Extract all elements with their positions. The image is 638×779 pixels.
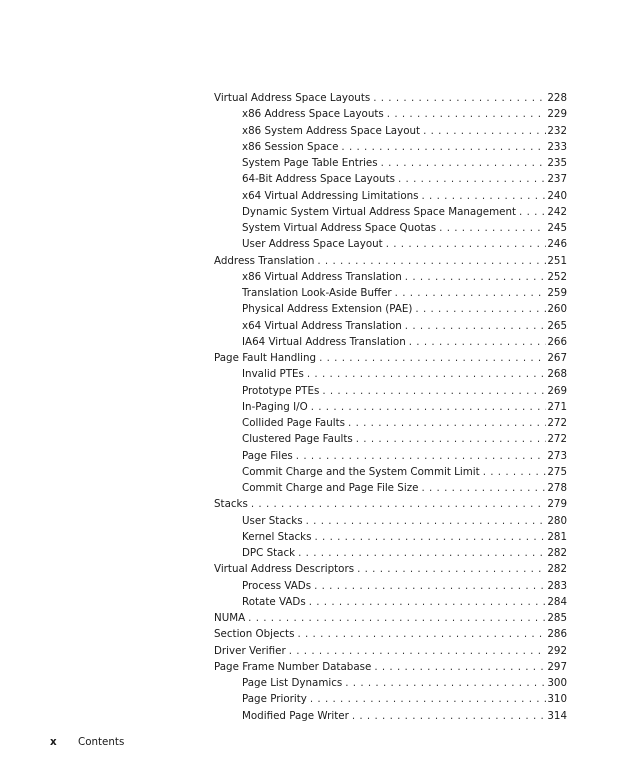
toc-entry-page-number: 272 bbox=[547, 433, 567, 446]
toc-dot-leader bbox=[348, 415, 546, 431]
toc-subsection-entry bbox=[214, 383, 567, 399]
toc-entry-title: Clustered Page Faults bbox=[242, 433, 353, 446]
toc-dot-leader bbox=[422, 188, 547, 204]
toc-section-entry bbox=[214, 610, 567, 626]
toc-entry-title: x86 Virtual Address Translation bbox=[242, 270, 402, 283]
toc-dot-leader bbox=[296, 448, 547, 464]
toc-subsection-entry bbox=[214, 366, 567, 382]
toc-entry-title: Page Frame Number Database bbox=[214, 660, 372, 673]
toc-section-entry bbox=[214, 350, 567, 366]
toc-subsection-entry bbox=[214, 513, 567, 529]
toc-dot-leader bbox=[251, 496, 546, 512]
toc-entry-title: In-Paging I/O bbox=[242, 400, 308, 413]
page-footer bbox=[50, 736, 124, 748]
toc-dot-leader bbox=[405, 318, 547, 334]
toc-subsection-entry bbox=[214, 318, 567, 334]
toc-entry-title: Commit Charge and Page File Size bbox=[242, 482, 419, 494]
toc-dot-leader bbox=[248, 610, 546, 626]
toc-entry-title: Physical Address Extension (PAE) bbox=[242, 303, 413, 316]
toc-entry-page-number: 240 bbox=[547, 189, 567, 202]
toc-entry-title: Commit Charge and the System Commit Limit bbox=[242, 465, 480, 478]
toc-entry-title: NUMA bbox=[214, 612, 246, 624]
toc-subsection-entry bbox=[214, 480, 567, 496]
toc-subsection-entry bbox=[214, 415, 567, 431]
toc-entry-page-number: 273 bbox=[547, 449, 567, 462]
toc-dot-leader bbox=[409, 334, 547, 350]
toc-section-entry bbox=[214, 496, 567, 512]
toc-subsection-entry bbox=[214, 269, 567, 285]
toc-entry-title: Collided Page Faults bbox=[242, 417, 346, 429]
toc-subsection-entry bbox=[214, 691, 567, 707]
toc-section-entry bbox=[214, 90, 567, 106]
toc-dot-leader bbox=[381, 155, 547, 171]
toc-dot-leader bbox=[374, 659, 546, 675]
toc-entry-title: x86 System Address Space Layout bbox=[242, 124, 421, 137]
toc-dot-leader bbox=[317, 253, 546, 269]
toc-subsection-entry bbox=[214, 578, 567, 594]
toc-entry-page-number: 232 bbox=[547, 124, 567, 137]
toc-dot-leader bbox=[309, 594, 547, 610]
toc-entry-page-number: 245 bbox=[547, 222, 567, 234]
toc-dot-leader bbox=[319, 350, 546, 366]
toc-entry-title: Invalid PTEs bbox=[242, 368, 304, 381]
toc-entry-title: System Virtual Address Space Quotas bbox=[242, 222, 437, 234]
toc-section-entry bbox=[214, 626, 567, 642]
toc-dot-leader bbox=[298, 545, 546, 561]
toc-entry-title: Driver Verifier bbox=[214, 644, 286, 657]
toc-entry-title: Section Objects bbox=[214, 628, 295, 641]
toc-entry-title: Page Files bbox=[242, 449, 293, 462]
toc-entry-page-number: 275 bbox=[547, 465, 567, 478]
toc-entry-page-number: 260 bbox=[547, 303, 567, 316]
toc-entry-title: Stacks bbox=[214, 498, 248, 511]
toc-entry-title: Virtual Address Space Layouts bbox=[214, 92, 371, 104]
toc-dot-leader bbox=[307, 366, 546, 382]
toc-subsection-entry bbox=[214, 204, 567, 220]
toc-subsection-entry bbox=[214, 220, 567, 236]
page-number: x bbox=[50, 736, 57, 748]
toc-subsection-entry bbox=[214, 106, 567, 122]
toc-section-entry bbox=[214, 253, 567, 269]
toc-entry-page-number: 281 bbox=[547, 530, 567, 543]
toc-subsection-entry bbox=[214, 188, 567, 204]
toc-entry-page-number: 266 bbox=[547, 335, 567, 348]
toc-dot-leader bbox=[386, 236, 547, 252]
toc-dot-leader bbox=[395, 285, 547, 301]
toc-entry-page-number: 282 bbox=[547, 563, 567, 576]
toc-subsection-entry bbox=[214, 301, 567, 317]
toc-entry-title: Page Priority bbox=[242, 693, 307, 706]
toc-subsection-entry bbox=[214, 594, 567, 610]
toc-entry-page-number: 297 bbox=[547, 660, 567, 673]
toc-dot-leader bbox=[398, 171, 546, 187]
toc-subsection-entry bbox=[214, 155, 567, 171]
toc-entry-title: Page Fault Handling bbox=[214, 352, 317, 364]
toc-dot-leader bbox=[423, 123, 546, 139]
toc-subsection-entry bbox=[214, 431, 567, 447]
toc-entry-title: x86 Address Space Layouts bbox=[242, 108, 384, 121]
toc-dot-leader bbox=[341, 139, 546, 155]
toc-entry-title: x86 Session Space bbox=[242, 140, 339, 153]
toc-entry-title: DPC Stack bbox=[242, 547, 296, 559]
toc-entry-title: Process VADs bbox=[242, 579, 312, 592]
toc-subsection-entry bbox=[214, 139, 567, 155]
toc-entry-page-number: 282 bbox=[547, 547, 567, 559]
toc-entry-title: Modified Page Writer bbox=[242, 709, 349, 722]
toc-entry-page-number: 286 bbox=[547, 628, 567, 641]
toc-entry-title: Kernel Stacks bbox=[242, 530, 312, 543]
toc-entry-page-number: 272 bbox=[547, 417, 567, 429]
toc-dot-leader bbox=[387, 106, 547, 122]
toc-subsection-entry bbox=[214, 334, 567, 350]
toc-entry-page-number: 235 bbox=[547, 157, 567, 169]
toc-entry-page-number: 242 bbox=[547, 205, 567, 218]
toc-entry-page-number: 314 bbox=[547, 709, 567, 722]
toc-entry-page-number: 265 bbox=[547, 319, 567, 332]
toc-dot-leader bbox=[439, 220, 546, 236]
toc-entry-page-number: 251 bbox=[547, 254, 567, 267]
toc-entry-page-number: 259 bbox=[547, 287, 567, 299]
toc-subsection-entry bbox=[214, 399, 567, 415]
toc-entry-title: IA64 Virtual Address Translation bbox=[242, 335, 406, 348]
toc-dot-leader bbox=[314, 578, 546, 594]
toc-dot-leader bbox=[306, 513, 547, 529]
toc-entry-page-number: 280 bbox=[547, 514, 567, 527]
toc-subsection-entry bbox=[214, 675, 567, 691]
toc-subsection-entry bbox=[214, 545, 567, 561]
toc-entry-page-number: 284 bbox=[547, 595, 567, 608]
toc-dot-leader bbox=[310, 691, 546, 707]
toc-dot-leader bbox=[519, 204, 546, 220]
toc-entry-page-number: 278 bbox=[547, 482, 567, 494]
toc-subsection-entry bbox=[214, 464, 567, 480]
toc-entry-title: System Page Table Entries bbox=[242, 157, 378, 169]
toc-dot-leader bbox=[356, 431, 547, 447]
toc-section-entry bbox=[214, 643, 567, 659]
toc-dot-leader bbox=[415, 301, 546, 317]
toc-subsection-entry bbox=[214, 236, 567, 252]
toc-subsection-entry bbox=[214, 285, 567, 301]
toc-dot-leader bbox=[352, 708, 547, 724]
toc-entry-page-number: 233 bbox=[547, 140, 567, 153]
toc-subsection-entry bbox=[214, 529, 567, 545]
toc-entry-title: Translation Look-Aside Buffer bbox=[242, 287, 392, 299]
toc-dot-leader bbox=[297, 626, 546, 642]
toc-entry-page-number: 283 bbox=[547, 579, 567, 592]
toc-entry-page-number: 252 bbox=[547, 270, 567, 283]
toc-entry-title: 64-Bit Address Space Layouts bbox=[242, 173, 395, 186]
toc-entry-title: Virtual Address Descriptors bbox=[214, 563, 355, 576]
toc-dot-leader bbox=[483, 464, 547, 480]
toc-entry-title: User Address Space Layout bbox=[242, 238, 383, 251]
toc-entry-title: x64 Virtual Addressing Limitations bbox=[242, 189, 419, 202]
toc-dot-leader bbox=[345, 675, 546, 691]
toc-entry-page-number: 228 bbox=[547, 92, 567, 104]
toc-entry-title: Address Translation bbox=[214, 254, 315, 267]
toc-entry-title: x64 Virtual Address Translation bbox=[242, 319, 402, 332]
toc-entry-title: Rotate VADs bbox=[242, 595, 306, 608]
toc-section-entry bbox=[214, 659, 567, 675]
toc-entry-title: Prototype PTEs bbox=[242, 384, 320, 397]
toc-dot-leader bbox=[373, 90, 546, 106]
running-footer-title: Contents bbox=[78, 736, 125, 748]
toc-entry-page-number: 267 bbox=[547, 352, 567, 364]
toc-subsection-entry bbox=[214, 708, 567, 724]
toc-entry-page-number: 246 bbox=[547, 238, 567, 251]
toc-subsection-entry bbox=[214, 123, 567, 139]
toc-entry-page-number: 300 bbox=[547, 677, 567, 689]
toc-entry-page-number: 292 bbox=[547, 644, 567, 657]
toc-entry-title: Page List Dynamics bbox=[242, 677, 343, 689]
toc-entry-title: User Stacks bbox=[242, 514, 303, 527]
toc-entry-page-number: 285 bbox=[547, 612, 567, 624]
toc-dot-leader bbox=[311, 399, 547, 415]
toc-dot-leader bbox=[405, 269, 547, 285]
toc-dot-leader bbox=[421, 480, 546, 496]
toc-subsection-entry bbox=[214, 448, 567, 464]
toc-entry-page-number: 237 bbox=[547, 173, 567, 186]
toc-entry-page-number: 268 bbox=[547, 368, 567, 381]
toc-entry-title: Dynamic System Virtual Address Space Management bbox=[242, 205, 517, 218]
toc-dot-leader bbox=[322, 383, 546, 399]
table-of-contents bbox=[214, 90, 567, 724]
toc-entry-page-number: 269 bbox=[547, 384, 567, 397]
toc-dot-leader bbox=[315, 529, 547, 545]
toc-entry-page-number: 279 bbox=[547, 498, 567, 511]
toc-entry-page-number: 310 bbox=[547, 693, 567, 706]
toc-entry-page-number: 229 bbox=[547, 108, 567, 121]
toc-section-entry bbox=[214, 561, 567, 577]
toc-dot-leader bbox=[289, 643, 547, 659]
toc-dot-leader bbox=[357, 561, 546, 577]
toc-entry-page-number: 271 bbox=[547, 400, 567, 413]
toc-subsection-entry bbox=[214, 171, 567, 187]
